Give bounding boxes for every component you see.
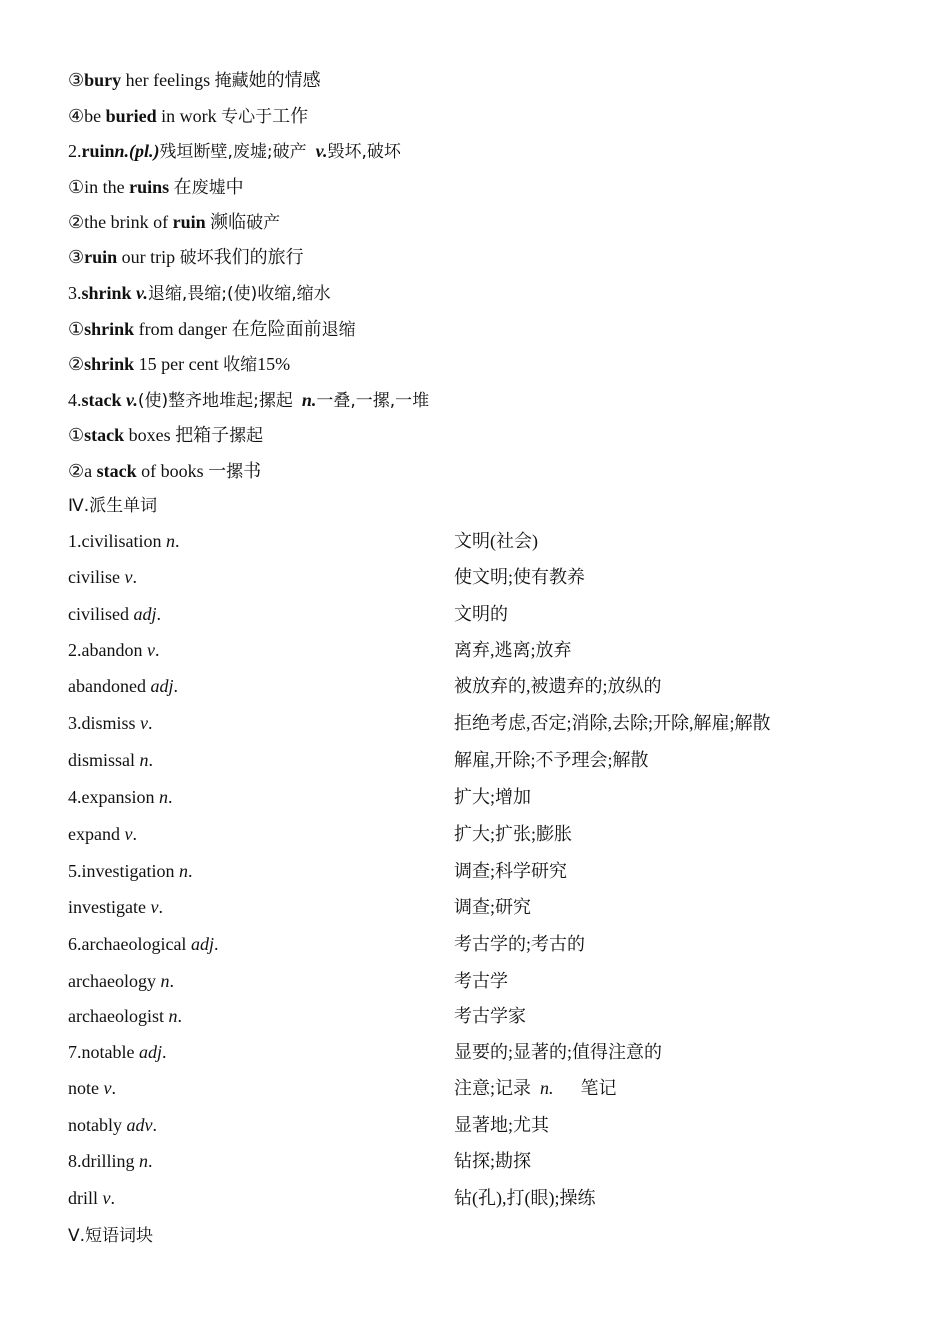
derived-word: civilise <box>68 567 120 587</box>
derived-word-term: 7.notable adj. <box>68 1042 167 1062</box>
derived-word-meaning: 显要的;显著的;值得注意的 <box>454 1042 663 1062</box>
derived-word-row <box>68 970 888 994</box>
derived-word-meaning: 使文明;使有教养 <box>454 567 586 587</box>
derived-word: 4.expansion <box>68 787 155 807</box>
example-text: ① <box>68 319 85 339</box>
derived-word-term: 4.expansion n. <box>68 787 173 807</box>
derived-word-term: abandoned adj. <box>68 676 178 696</box>
derived-word-meaning: 离弃,逃离;放弃 <box>454 640 572 660</box>
derived-word-pos: v <box>103 1078 112 1098</box>
example-line <box>68 105 308 128</box>
example-text: ②the brink of <box>68 212 173 232</box>
derived-word-meaning: 文明(社会) <box>454 531 538 551</box>
derived-word: dismissal <box>68 750 136 770</box>
derived-word-row <box>68 639 888 663</box>
example-keyword-cn: 废墟 <box>191 178 226 198</box>
example-text: 15 per cent <box>134 354 224 374</box>
example-keyword-cn: 摞 <box>226 462 244 482</box>
derived-word-meaning: 考古学家 <box>454 1006 526 1026</box>
derived-word-row <box>68 823 888 847</box>
derived-word-extra-meaning: 笔记 <box>580 1078 617 1098</box>
derived-word-row <box>68 603 888 627</box>
example-keyword-cn: 摞起 <box>229 426 264 446</box>
derived-word-term: civilise v. <box>68 567 137 587</box>
entry-pos: v. <box>136 283 148 303</box>
derived-word-row <box>68 712 888 736</box>
derived-word: notably <box>68 1115 122 1135</box>
example-keyword: buried <box>105 106 157 126</box>
derived-word-meaning: 扩大;增加 <box>454 787 532 807</box>
entry-meaning: (使)整齐地堆起;摞起 <box>137 391 293 411</box>
entry-number: 2. <box>68 141 82 161</box>
entry-pos: n. <box>301 390 317 410</box>
derived-word-extra-pos: n. <box>540 1078 554 1098</box>
entry-number: 3. <box>68 283 82 303</box>
example-line <box>68 211 280 234</box>
derived-word-row <box>68 675 888 699</box>
derived-word-meaning: 调查;研究 <box>454 897 532 917</box>
entry-meaning: 残垣断壁,废墟;破产 <box>159 142 307 162</box>
derived-word-term: archaeologist n. <box>68 1006 182 1026</box>
derived-word-row <box>68 1077 888 1101</box>
example-keyword-cn: 破坏 <box>179 248 214 268</box>
derived-word-meaning-cell <box>454 933 585 955</box>
derived-word-meaning-cell <box>454 896 531 918</box>
section-heading-phrases: Ⅴ.短语词块 <box>68 1226 154 1246</box>
vocab-entry-ruin <box>68 140 401 163</box>
example-text: boxes 把箱子 <box>124 425 230 445</box>
derived-word-meaning-cell <box>454 1114 549 1136</box>
derived-word-meaning: 考古学 <box>454 971 508 991</box>
derived-word-meaning: 钻探;勘探 <box>454 1151 532 1171</box>
entry-plural: (pl.) <box>129 141 160 161</box>
derived-word-pos: v <box>140 713 149 733</box>
example-keyword: stack <box>84 425 125 445</box>
example-line <box>68 353 290 376</box>
derived-word-pos: n <box>139 1151 148 1171</box>
section-heading-derived-words: Ⅳ.派生单词 <box>68 496 158 516</box>
derived-word-term: note v. <box>68 1078 116 1098</box>
example-text: 濒临 <box>205 212 247 232</box>
derived-word-row <box>68 1114 888 1138</box>
example-text-cn: 工作 <box>272 106 309 126</box>
example-text-cn: 中 <box>225 177 244 197</box>
derived-word-pos: adj <box>150 676 174 696</box>
derived-word-meaning: 显著地;尤其 <box>454 1115 550 1135</box>
derived-word-meaning-cell <box>454 1041 662 1063</box>
derived-word-meaning: 文明的 <box>454 604 508 624</box>
example-keyword: shrink <box>84 354 135 374</box>
derived-word: archaeologist <box>68 1006 164 1026</box>
entry-word: shrink <box>81 283 132 303</box>
derived-word-meaning-cell <box>454 675 662 697</box>
derived-word-row <box>68 749 888 773</box>
derived-word-term: 3.dismiss v. <box>68 713 153 733</box>
derived-word-meaning-cell <box>454 1150 531 1172</box>
derived-word-term: 8.drilling n. <box>68 1151 153 1171</box>
derived-word-row <box>68 896 888 920</box>
derived-word-pos: n <box>168 1006 178 1026</box>
derived-word: abandoned <box>68 676 146 696</box>
derived-word-term: 5.investigation n. <box>68 861 193 881</box>
derived-word-meaning-cell <box>454 749 649 771</box>
derived-word-term: 2.abandon v. <box>68 640 160 660</box>
derived-word: 5.investigation <box>68 861 175 881</box>
derived-word-pos: v <box>124 567 133 587</box>
derived-word-meaning-cell <box>454 639 572 661</box>
example-keyword: ruins <box>129 177 170 197</box>
derived-word-pos: n <box>160 971 170 991</box>
example-keyword: ruin <box>84 247 118 267</box>
derived-word: 7.notable <box>68 1042 135 1062</box>
derived-word-meaning: 调查;科学研究 <box>454 861 568 881</box>
example-text: ②a <box>68 461 97 481</box>
vocab-entry-stack <box>68 389 429 412</box>
derived-word-meaning-cell <box>454 712 771 734</box>
derived-word: 2.abandon <box>68 640 143 660</box>
derived-word-pos: adj <box>190 934 214 954</box>
derived-word-meaning: 考古学的;考古的 <box>454 934 586 954</box>
example-keyword: shrink <box>84 319 135 339</box>
derived-word-term: archaeology n. <box>68 971 174 991</box>
derived-word-row <box>68 1150 888 1174</box>
derived-word: 6.archaeological <box>68 934 187 954</box>
derived-word-meaning: 扩大;扩张;膨胀 <box>454 824 573 844</box>
derived-word: drill <box>68 1188 98 1208</box>
example-line <box>68 176 244 199</box>
example-text: in work <box>156 106 222 126</box>
derived-word-row <box>68 860 888 884</box>
derived-word-term: 6.archaeological adj. <box>68 934 219 954</box>
derived-word-meaning-cell <box>454 566 585 588</box>
example-text: ③ <box>68 247 85 267</box>
derived-word-meaning-cell <box>454 823 572 845</box>
derived-word-pos: n <box>166 531 175 551</box>
derived-word-row <box>68 786 888 810</box>
example-line <box>68 69 321 92</box>
example-line <box>68 460 261 483</box>
derived-word-meaning-cell <box>454 1005 526 1027</box>
example-line <box>68 246 304 269</box>
example-text-cn: 我们的旅行 <box>213 247 304 267</box>
derived-word-meaning: 钻(孔),打(眼);操练 <box>454 1188 596 1208</box>
example-line <box>68 424 263 447</box>
derived-word: civilised <box>68 604 129 624</box>
example-line <box>68 318 356 341</box>
derived-word-pos: v <box>150 897 159 917</box>
example-text: our trip <box>117 247 180 267</box>
derived-word-row <box>68 1187 888 1211</box>
derived-word-meaning-cell <box>454 786 531 808</box>
derived-word-pos: n <box>179 861 188 881</box>
example-keyword: ruin <box>172 212 206 232</box>
derived-word-meaning-cell <box>454 530 538 552</box>
derived-word-meaning: 解雇,开除;不予理会;解散 <box>454 750 649 770</box>
derived-word-meaning-cell <box>454 603 508 625</box>
example-keyword-cn: 破产 <box>246 213 281 233</box>
entry-word: stack <box>81 390 122 410</box>
example-index: ③ <box>68 70 85 90</box>
derived-word-pos: v <box>146 640 155 660</box>
derived-word-pos: adj <box>133 604 157 624</box>
derived-word-term: 1.civilisation n. <box>68 531 180 551</box>
derived-word: 8.drilling <box>68 1151 135 1171</box>
example-index: ④be <box>68 106 106 126</box>
derived-word-row <box>68 566 888 590</box>
derived-word: investigate <box>68 897 146 917</box>
derived-word-meaning-cell <box>454 860 567 882</box>
derived-word-row <box>68 1005 888 1029</box>
example-keyword-cn: 收缩 <box>223 355 258 375</box>
vocab-entry-shrink <box>68 282 331 305</box>
derived-word-pos: v <box>102 1188 111 1208</box>
derived-word-row <box>68 530 888 554</box>
derived-word-pos: v <box>124 824 133 844</box>
entry-pos: n. <box>114 141 130 161</box>
entry-meaning: 毁坏,破坏 <box>327 142 401 162</box>
derived-word-meaning: 被放弃的,被遗弃的;放纵的 <box>454 676 662 696</box>
example-keyword-cn: 退缩 <box>321 320 356 340</box>
derived-word-meaning-cell <box>454 970 508 992</box>
example-keyword-cn: 掩藏 <box>214 71 249 91</box>
example-keyword: stack <box>96 461 137 481</box>
derived-word-meaning-cell <box>454 1187 595 1209</box>
derived-word-pos: adj <box>138 1042 162 1062</box>
example-text-cn: 书 <box>243 461 262 481</box>
example-text: ① <box>68 425 85 445</box>
derived-word-term: notably adv. <box>68 1115 157 1135</box>
derived-word-term: dismissal n. <box>68 750 154 770</box>
derived-word-pos: n <box>139 750 149 770</box>
example-text-cn: 她的情感 <box>248 70 321 90</box>
example-keyword: bury <box>84 70 122 90</box>
derived-word-term: civilised adj. <box>68 604 162 624</box>
entry-number: 4. <box>68 390 82 410</box>
derived-word-term: expand v. <box>68 824 137 844</box>
derived-word: 1.civilisation <box>68 531 162 551</box>
entry-pos: v. <box>315 141 328 161</box>
derived-word: archaeology <box>68 971 156 991</box>
entry-pos: v. <box>126 390 138 410</box>
example-text: her feelings <box>121 70 215 90</box>
example-keyword-cn: 专心于 <box>221 107 273 127</box>
derived-word-term: drill v. <box>68 1188 115 1208</box>
example-text-cn: 15% <box>257 354 291 374</box>
example-text: ①in the <box>68 177 130 197</box>
derived-word-row <box>68 1041 888 1065</box>
entry-meaning: 退缩,畏缩;(使)收缩,缩水 <box>147 284 331 304</box>
example-text: from danger 在危险面前 <box>134 319 322 339</box>
derived-word: 3.dismiss <box>68 713 136 733</box>
derived-word-meaning-cell <box>454 1077 617 1099</box>
derived-word-meaning: 注意;记录 <box>454 1078 532 1098</box>
example-text: ② <box>68 354 85 374</box>
example-text: 在 <box>169 177 192 197</box>
derived-word: expand <box>68 824 120 844</box>
derived-word: note <box>68 1078 99 1098</box>
derived-word-pos: n <box>158 787 168 807</box>
derived-word-meaning: 拒绝考虑,否定;消除,去除;开除,解雇;解散 <box>454 713 771 733</box>
entry-meaning: 一叠,一摞,一堆 <box>316 391 430 411</box>
derived-word-pos: adv <box>126 1115 153 1135</box>
derived-word-term: investigate v. <box>68 897 163 917</box>
derived-word-row <box>68 933 888 957</box>
example-text: of books 一 <box>136 461 227 481</box>
entry-word: ruin <box>81 141 115 161</box>
